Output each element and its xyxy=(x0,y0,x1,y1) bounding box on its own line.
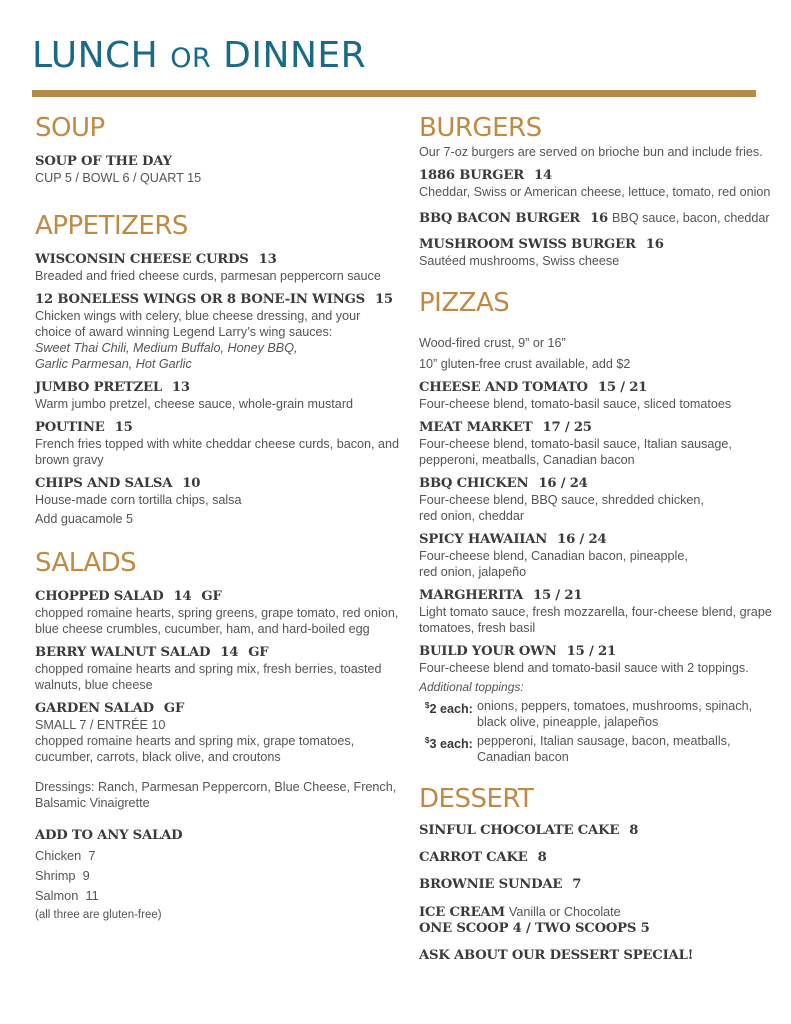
menu-item xyxy=(419,168,779,200)
menu-item xyxy=(35,154,400,186)
item-desc: chopped romaine hearts and spring mix, fresh berries, toasted walnuts, blue cheese xyxy=(35,662,382,692)
item-title: SPICY HAWAIIAN xyxy=(419,532,548,547)
item-title: MEAT MARKET xyxy=(419,420,533,435)
section-heading-pizzas: PIZZAS xyxy=(419,288,510,318)
title-divider xyxy=(32,90,756,97)
menu-item xyxy=(35,420,400,468)
item-desc: CUP 5 / BOWL 6 / QUART 15 xyxy=(35,171,202,185)
gluten-free-tag: GF xyxy=(248,645,269,660)
pizzas-section xyxy=(419,287,779,765)
item-title: GARDEN SALAD xyxy=(35,701,154,716)
topping-tier xyxy=(419,733,779,765)
item-price: 15 xyxy=(114,420,133,435)
item-price: 16 xyxy=(645,237,664,252)
item-price: 17 / 25 xyxy=(542,420,592,435)
title-part1: LUNCH xyxy=(32,35,159,76)
topping-tier xyxy=(419,698,779,730)
item-price: 15 / 21 xyxy=(533,588,583,603)
add-on-price: 7 xyxy=(88,848,96,863)
menu-item xyxy=(419,380,779,412)
item-title: CHOPPED SALAD xyxy=(35,589,164,604)
item-price: 13 xyxy=(258,252,277,267)
section-heading-soup: SOUP xyxy=(35,113,105,143)
toppings-label: Additional toppings: xyxy=(419,680,524,694)
topping-list: onions, peppers, tomatoes, mushrooms, spinach, black olive, pineapple, jalapeños xyxy=(477,699,753,729)
burgers-section xyxy=(419,112,779,269)
item-desc: Four-cheese blend, Canadian bacon, pineapple, red onion, jalapeño xyxy=(419,549,688,579)
menu-item xyxy=(419,420,779,468)
item-desc: chopped romaine hearts, spring greens, grape tomato, red onion, blue cheese crumbles, cucumber, ham, and hard-boiled egg xyxy=(35,606,399,636)
item-price: 8 xyxy=(629,823,639,838)
dressings-label: Dressings xyxy=(35,780,91,794)
item-name: SOUP OF THE DAY xyxy=(35,154,172,169)
item-price: 15 xyxy=(374,292,393,307)
item-price: 13 xyxy=(171,380,190,395)
item-title: MUSHROOM SWISS BURGER xyxy=(419,237,636,252)
item-title: WISCONSIN CHEESE CURDS xyxy=(35,252,249,267)
item-name xyxy=(419,237,779,253)
menu-item xyxy=(35,380,400,412)
add-heading: ADD TO ANY SALAD xyxy=(35,828,183,843)
menu-item xyxy=(419,210,779,227)
section-heading-burgers: BURGERS xyxy=(419,113,542,143)
item-name xyxy=(419,532,779,548)
add-on-price: 11 xyxy=(85,888,99,903)
gluten-free-tag: GF xyxy=(201,589,222,604)
item-price: 14 xyxy=(173,589,192,604)
add-on-name: Shrimp xyxy=(35,868,76,883)
add-to-salad xyxy=(35,828,400,921)
item-name xyxy=(419,588,779,604)
dessert-item xyxy=(419,904,779,937)
item-price: 16 / 24 xyxy=(557,532,607,547)
item-name xyxy=(35,380,400,396)
item-desc: Warm jumbo pretzel, cheese sauce, whole-grain mustard xyxy=(35,397,354,411)
wing-sauces-line1: Sweet Thai Chili, Medium Buffalo, Honey BBQ, xyxy=(35,341,298,355)
menu-item xyxy=(419,532,779,580)
item-desc: Light tomato sauce, fresh mozzarella, four-cheese blend, grape tomatoes, fresh basil xyxy=(419,605,772,635)
menu-item xyxy=(35,252,400,284)
item-name xyxy=(35,420,400,436)
topping-price xyxy=(419,698,477,730)
item-sizes: SMALL 7 / ENTRÉE 10 xyxy=(35,718,166,732)
item-title: CHEESE AND TOMATO xyxy=(419,380,588,395)
burgers-intro: Our 7-oz burgers are served on brioche bun and include fries. xyxy=(419,145,763,159)
item-desc: Four-cheese blend, tomato-basil sauce, Italian sausage, pepperoni, meatballs, Canadian bacon xyxy=(419,437,732,467)
item-title: MARGHERITA xyxy=(419,588,524,603)
wing-sauces-line2: Garlic Parmesan, Hot Garlic xyxy=(35,357,192,371)
menu-item xyxy=(419,588,779,636)
dessert-item xyxy=(419,850,779,866)
item-title: 12 BONELESS WINGS OR 8 BONE-IN WINGS xyxy=(35,292,365,307)
add-on-price: 9 xyxy=(82,868,90,883)
menu-item xyxy=(35,292,400,372)
menu-item xyxy=(419,644,779,765)
menu-item xyxy=(35,645,400,693)
item-name xyxy=(419,644,779,660)
item-desc: Four-cheese blend, tomato-basil sauce, sliced tomatoes xyxy=(419,397,732,411)
dessert-item xyxy=(419,877,779,893)
item-desc: Breaded and fried cheese curds, parmesan peppercorn sauce xyxy=(35,269,381,283)
item-desc: chopped romaine hearts and spring mix, grape tomatoes, cucumber, carrots, black olive, and croutons xyxy=(35,734,355,764)
item-desc: Chicken wings with celery, blue cheese dressing, and your choice of award winning Legend Larry’s wing sauces: xyxy=(35,309,361,339)
item-desc: BBQ sauce, bacon, cheddar xyxy=(612,211,770,225)
add-on-name: Salmon xyxy=(35,888,79,903)
item-desc: Four-cheese blend and tomato-basil sauce with 2 toppings. xyxy=(419,661,749,675)
item-price: 15 / 21 xyxy=(597,380,648,395)
menu-item xyxy=(35,476,400,527)
title-connector: OR xyxy=(170,43,212,74)
item-desc: Four-cheese blend, BBQ sauce, shredded chicken, red onion, cheddar xyxy=(419,493,704,523)
add-on-item xyxy=(35,888,400,904)
item-desc: Sautéed mushrooms, Swiss cheese xyxy=(419,254,620,268)
item-title: CHIPS AND SALSA xyxy=(35,476,173,491)
item-desc: House-made corn tortilla chips, salsa xyxy=(35,493,242,507)
item-extra: Add guacamole 5 xyxy=(35,512,134,526)
item-name xyxy=(35,645,400,661)
item-desc: Cheddar, Swiss or American cheese, lettuce, tomato, red onion xyxy=(419,185,771,199)
item-sizes: ONE SCOOP 4 / TWO SCOOPS 5 xyxy=(419,921,650,936)
currency-symbol: $ xyxy=(425,701,430,710)
section-heading-appetizers: APPETIZERS xyxy=(35,211,188,241)
dressings-values: : Ranch, Parmesan Peppercorn, Blue Cheese, French, Balsamic Vinaigrette xyxy=(35,780,397,810)
menu-item xyxy=(419,237,779,269)
dessert-item xyxy=(419,823,779,839)
item-name xyxy=(35,292,400,308)
item-price: 14 xyxy=(533,168,552,183)
item-name xyxy=(35,252,400,268)
item-title: CARROT CAKE xyxy=(419,850,528,865)
item-name xyxy=(35,701,400,717)
item-name xyxy=(419,476,779,492)
gluten-free-tag: GF xyxy=(163,701,185,716)
salads-section xyxy=(35,547,400,921)
item-price: 16 xyxy=(590,211,609,226)
item-price: 8 xyxy=(537,850,547,865)
item-price: 16 / 24 xyxy=(538,476,588,491)
item-title: POUTINE xyxy=(35,420,105,435)
item-price: 7 xyxy=(572,877,582,892)
appetizers-section xyxy=(35,210,400,527)
dressings-list xyxy=(35,779,400,811)
page-title xyxy=(32,34,366,81)
topping-price xyxy=(419,733,477,765)
item-title: ICE CREAM xyxy=(419,905,505,920)
topping-amount: 3 each: xyxy=(429,737,473,752)
item-name xyxy=(419,210,779,227)
section-heading-dessert: DESSERT xyxy=(419,784,534,814)
left-column xyxy=(35,112,400,921)
title-part2: DINNER xyxy=(223,35,367,76)
item-name xyxy=(419,380,779,396)
menu-item xyxy=(35,701,400,765)
item-title: SINFUL CHOCOLATE CAKE xyxy=(419,823,620,838)
pizza-intro-1: Wood-fired crust, 9” or 16” xyxy=(419,336,566,350)
topping-amount: 2 each: xyxy=(429,702,473,717)
item-name xyxy=(419,168,779,184)
currency-symbol: $ xyxy=(425,736,430,745)
item-title: 1886 BURGER xyxy=(419,168,524,183)
item-desc: French fries topped with white cheddar cheese curds, bacon, and brown gravy xyxy=(35,437,400,467)
item-title: BUILD YOUR OWN xyxy=(419,644,557,659)
item-name xyxy=(419,420,779,436)
section-heading-salads: SALADS xyxy=(35,548,137,578)
topping-list: pepperoni, Italian sausage, bacon, meatballs, Canadian bacon xyxy=(477,734,731,764)
item-price: 15 / 21 xyxy=(566,644,616,659)
item-title: JUMBO PRETZEL xyxy=(35,380,162,395)
menu-item xyxy=(35,589,400,637)
add-on-item xyxy=(35,868,400,884)
item-name xyxy=(35,589,400,605)
item-name xyxy=(35,476,400,492)
right-column xyxy=(419,112,779,964)
item-desc: Vanilla or Chocolate xyxy=(508,905,621,919)
dessert-section xyxy=(419,783,779,964)
item-title: BBQ BACON BURGER xyxy=(419,211,581,226)
menu-item xyxy=(419,476,779,524)
item-title: BBQ CHICKEN xyxy=(419,476,529,491)
item-price: 14 xyxy=(220,645,239,660)
soup-section xyxy=(35,112,400,186)
gluten-free-note: (all three are gluten-free) xyxy=(35,909,162,921)
item-title: BROWNIE SUNDAE xyxy=(419,877,563,892)
dessert-special: ASK ABOUT OUR DESSERT SPECIAL! xyxy=(419,948,694,963)
item-price: 10 xyxy=(182,476,201,491)
item-name xyxy=(419,904,779,921)
item-title: BERRY WALNUT SALAD xyxy=(35,645,211,660)
add-on-name: Chicken xyxy=(35,848,82,863)
add-on-item xyxy=(35,848,400,864)
pizza-intro-2: 10” gluten-free crust available, add $2 xyxy=(419,357,631,371)
